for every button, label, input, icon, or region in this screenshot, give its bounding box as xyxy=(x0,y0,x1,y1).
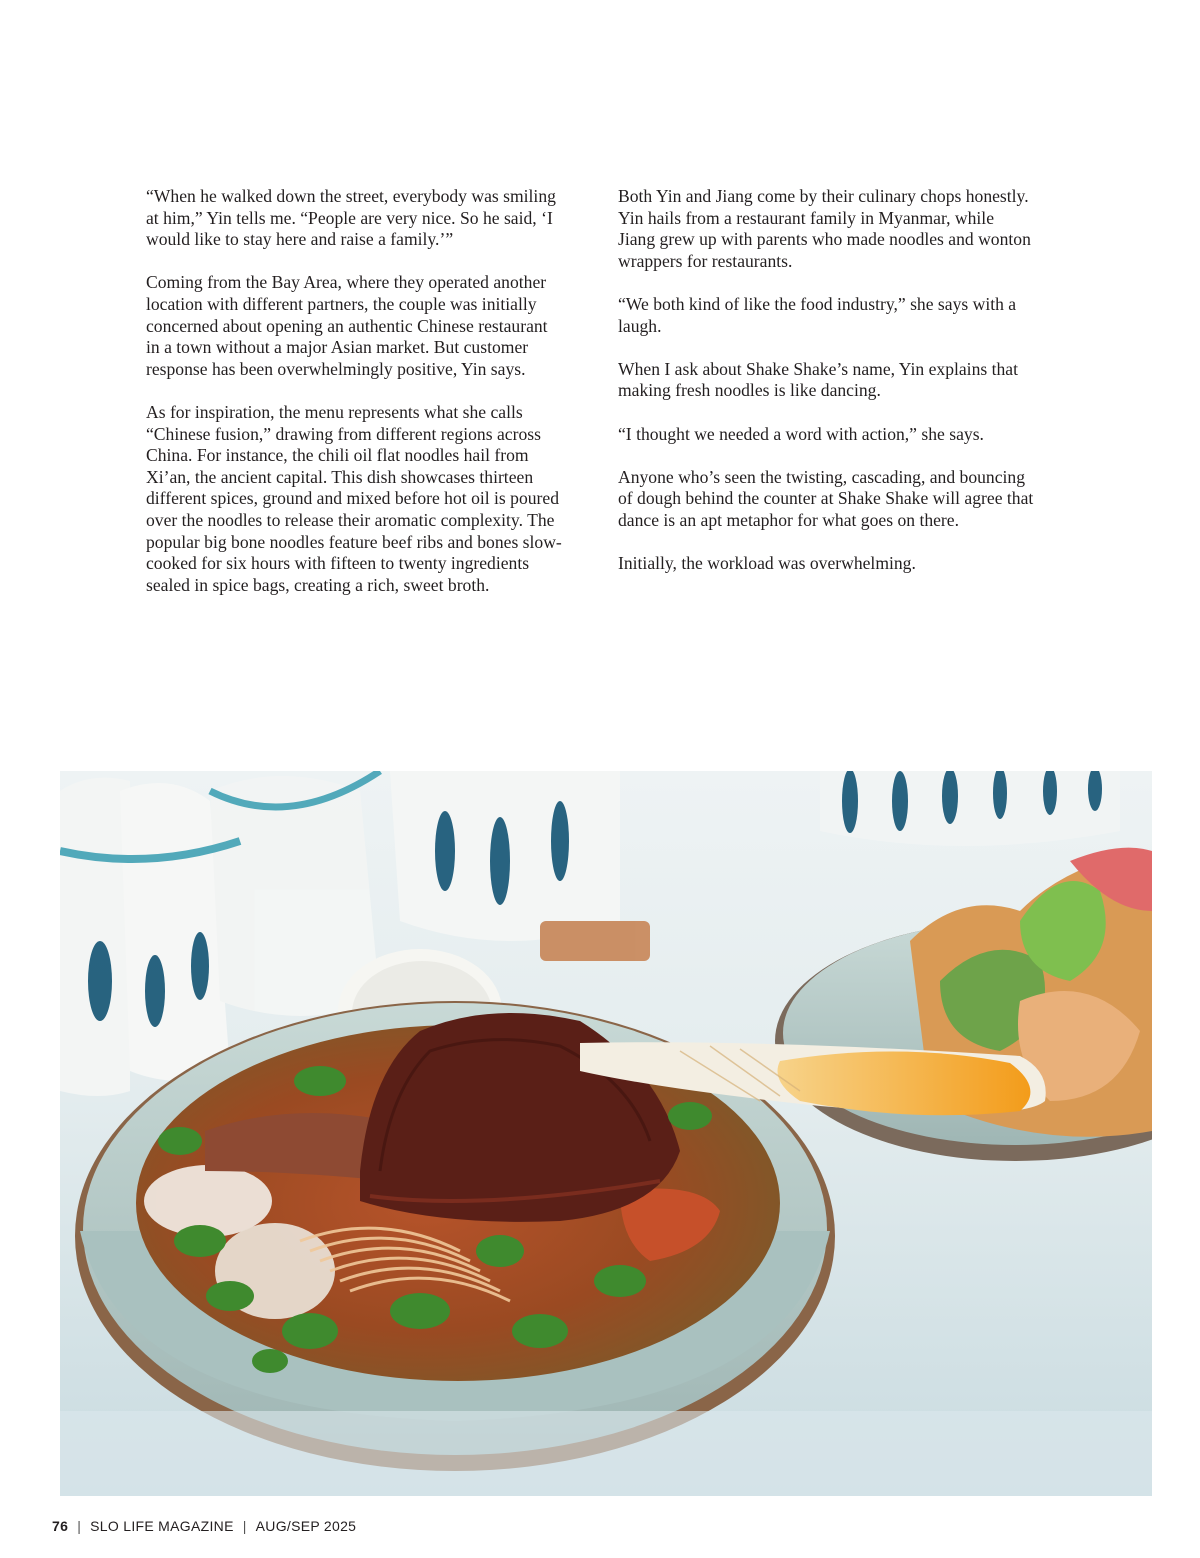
paragraph: “We both kind of like the food industry,” she says with a laugh. xyxy=(618,293,1017,336)
paragraph: Initially, the workload was overwhelming. xyxy=(618,553,916,574)
paragraph: Coming from the Bay Area, where they operated another location with different partners, the couple was initially concerned about opening an authentic Chinese restaurant in a town without a major Asian market. But customer response has been overwhelmingly positive, Yin says. xyxy=(146,272,548,379)
noodle-soup-photo xyxy=(60,771,1152,1496)
paragraph: “When he walked down the street, everybody was smiling at him,” Yin tells me. “People are very nice. So he said, ‘I would like to stay here and raise a family.’” xyxy=(146,186,556,250)
paragraph: Both Yin and Jiang come by their culinary chops honestly. Yin hails from a restaurant family in Myanmar, while Jiang grew up with parents who made noodles and wonton wrappers for restaurants. xyxy=(618,186,1031,271)
page-footer xyxy=(52,1518,356,1534)
paragraph: As for inspiration, the menu represents what she calls “Chinese fusion,” drawing from different regions across China. For instance, the chili oil flat noodles hail from Xi’an, the ancient capital. This dish showcases thirteen different spices, ground and mixed before hot oil is poured over the noodles to release their aromatic complexity. The popular big bone noodles feature beef ribs and bones slow- cooked for six hours with fifteen to twenty ingredients sealed in spice bags, creating a rich, sweet broth. xyxy=(146,401,562,595)
article-column-left xyxy=(146,186,598,618)
paragraph: Anyone who’s seen the twisting, cascading, and bouncing of dough behind the counter at Shake Shake will agree that dance is an apt metaphor for what goes on there. xyxy=(618,466,1034,530)
issue-date: AUG/SEP 2025 xyxy=(255,1518,357,1534)
paragraph: When I ask about Shake Shake’s name, Yin explains that making fresh noodles is like dancing. xyxy=(618,358,1018,401)
footer-divider: | xyxy=(77,1518,82,1534)
footer-divider: | xyxy=(242,1518,247,1534)
magazine-name: SLO LIFE MAGAZINE xyxy=(90,1518,234,1534)
article-column-right xyxy=(618,186,1070,596)
paragraph: “I thought we needed a word with action,” she says. xyxy=(618,423,984,444)
page-number: 76 xyxy=(52,1518,69,1534)
